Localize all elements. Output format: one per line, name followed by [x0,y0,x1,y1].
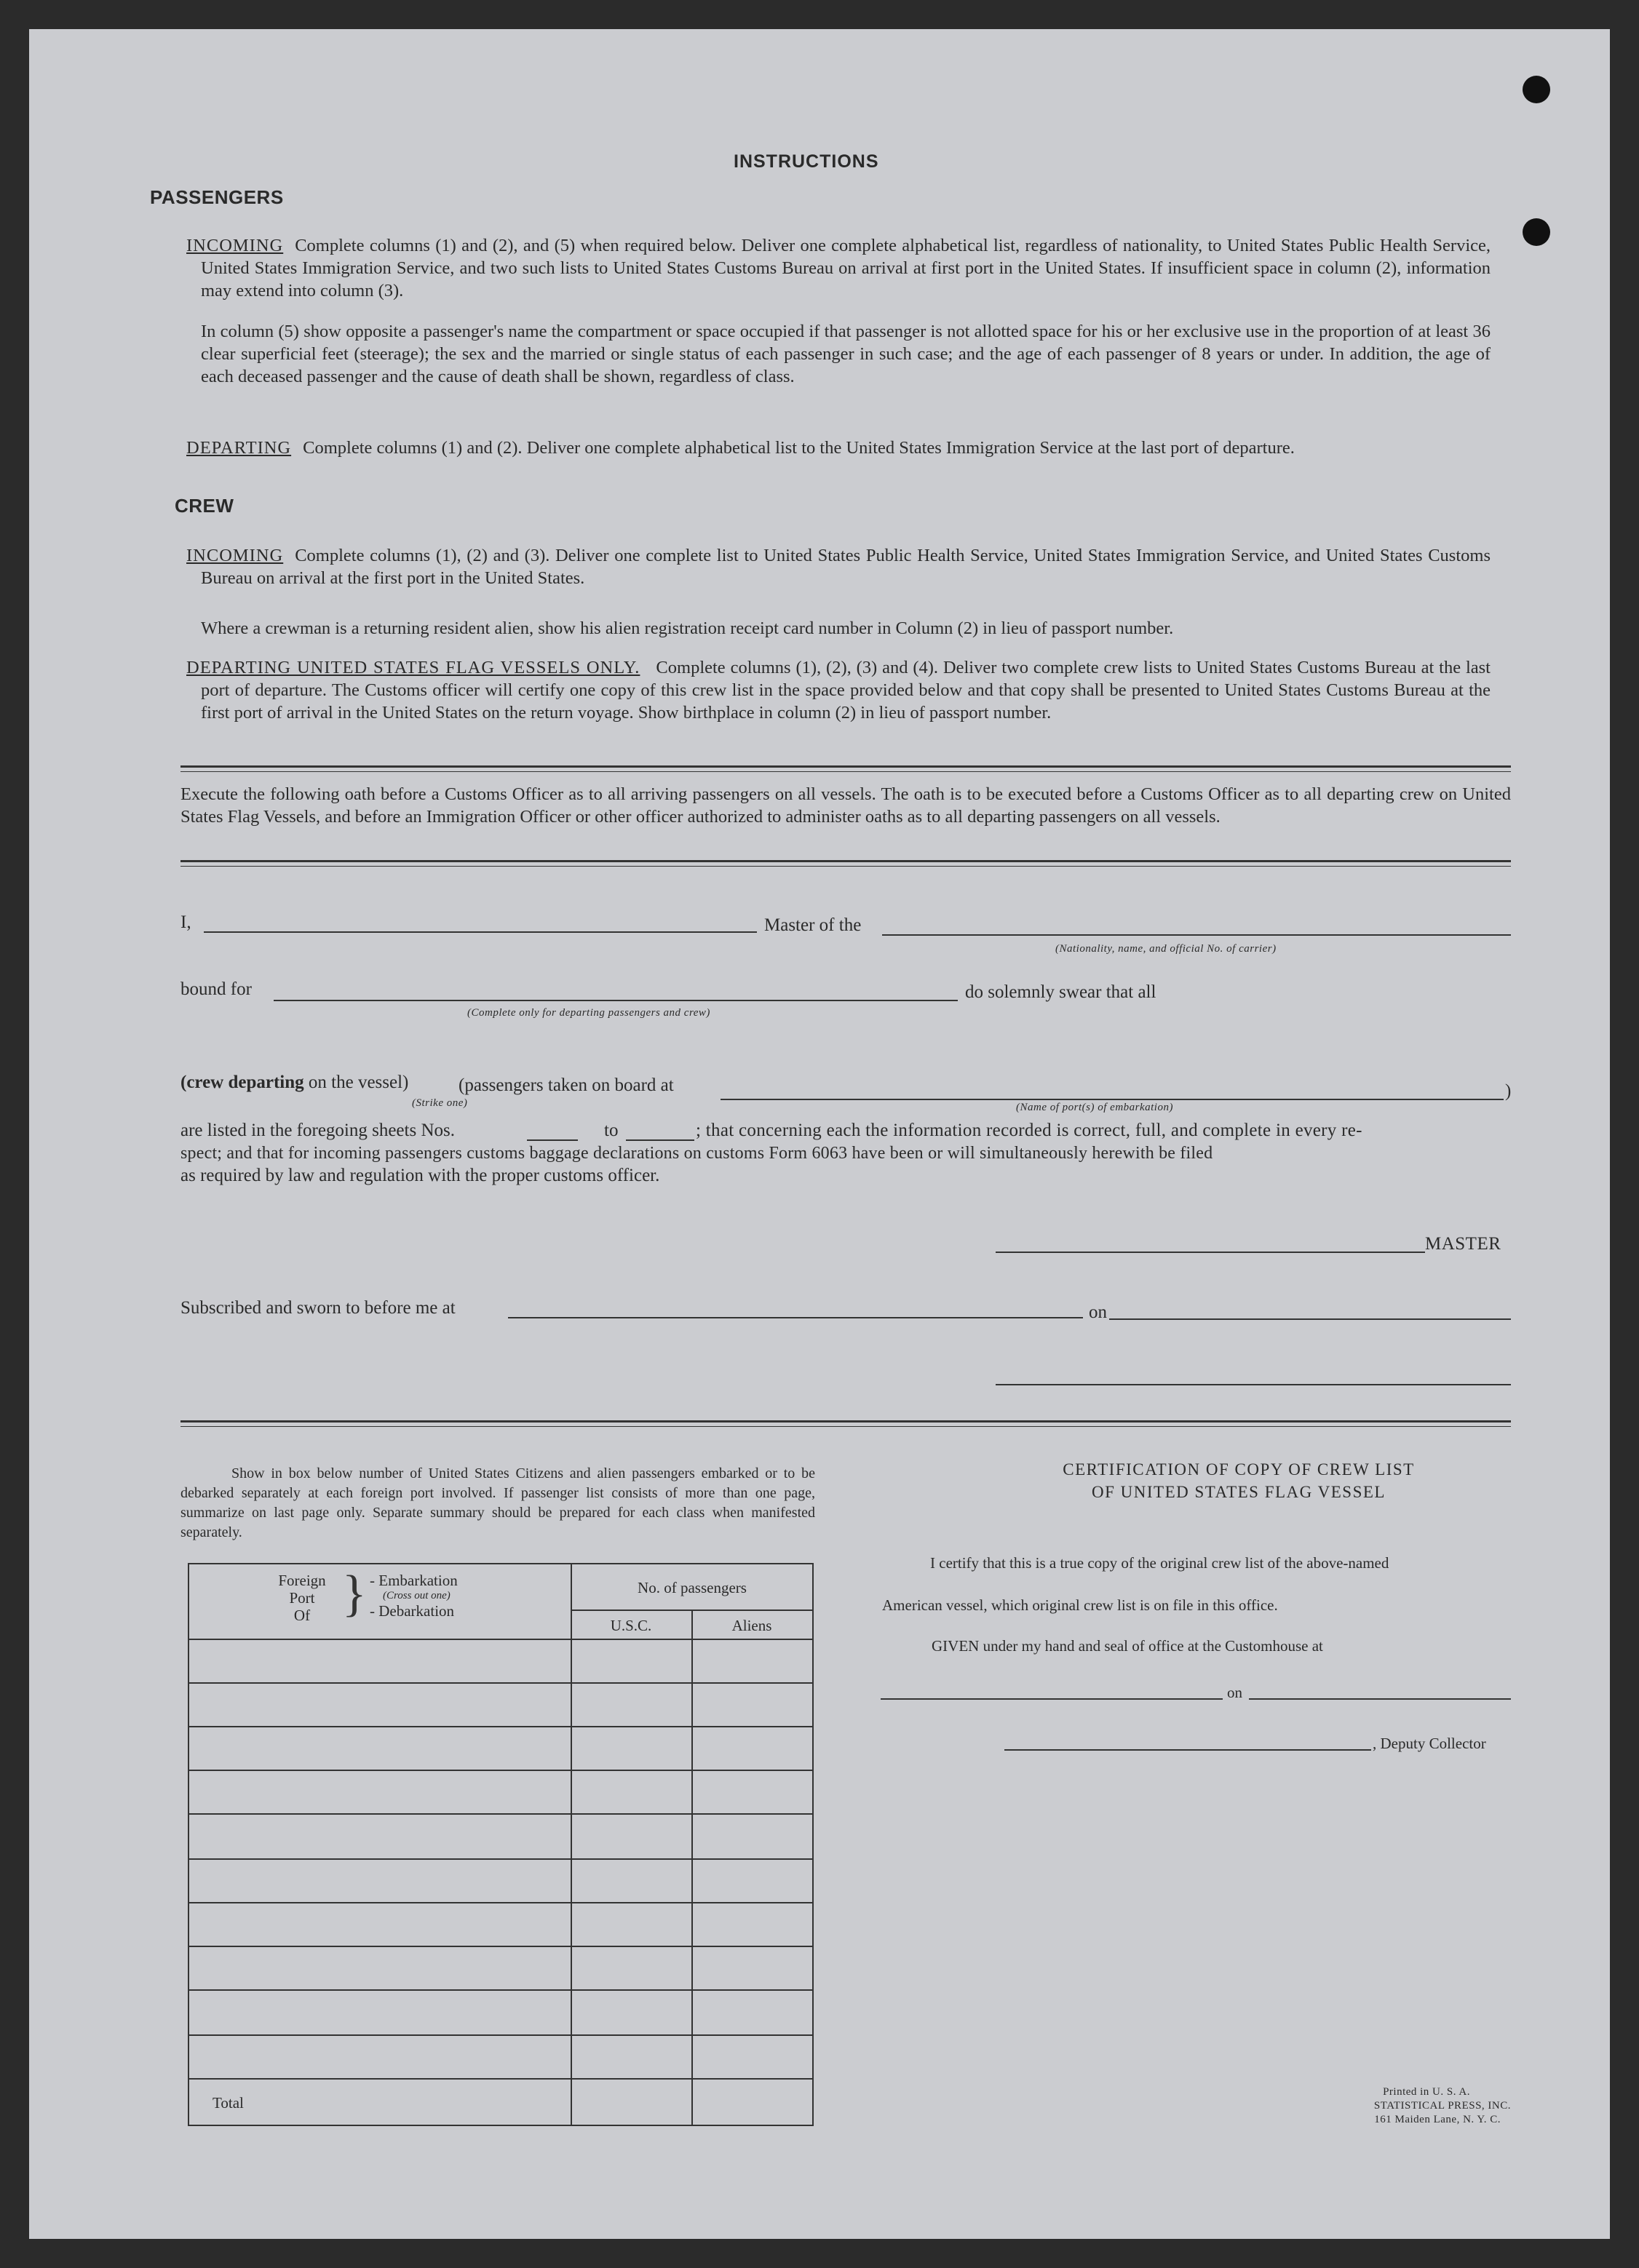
subscribed-date-field[interactable] [1109,1318,1511,1320]
subscribed-on-label: on [1089,1302,1107,1322]
listed-text-part2: ; that concerning each the information recorded is correct, full, and complete in every re- [696,1121,1362,1140]
printer-imprint [1266,2085,1511,2127]
passengers-incoming-label: INCOMING [186,236,284,255]
crew-departing-text: Complete columns (1), (2), (3) and (4). Deliver two complete crew lists to United States Customs Bureau at the last port of departure. The Customs officer will certify one copy of this crew list in the space provided below and that copy shall be presented to United States Customs Bureau at the first port of arrival in the United States on the return voyage. Show birthplace in column (2) in lieu of passport number. [201,658,1491,723]
table-col-divider-1 [571,1564,572,2125]
ports-field[interactable] [721,1099,1504,1100]
master-signature-label: MASTER [1425,1234,1501,1254]
passengers-incoming-text: Complete columns (1) and (2), and (5) when required below. Deliver one complete alphabetical list, regardless of nationality, to United States Public Health Service, United States Immigration Service, and two such lists to United States Customs Bureau on arrival at first port in the United States. If insufficient space in column (2), information may extend into column (3). [201,236,1491,301]
foreign-port-label [262,1572,342,1624]
oath-instructions: Execute the following oath before a Customs Officer as to all arriving passengers on all vessels. The oath is to be executed before a Customs Officer as to all departing crew on United States Flag Vessels, and before an Immigration Officer or other officer authorized to administer oaths as to all departing passengers on all vessels. [180,784,1511,827]
passengers-incoming-paragraph [186,234,1491,302]
officer-signature-field[interactable] [996,1384,1511,1385]
embarkation-option[interactable]: - Embarkation [370,1572,458,1589]
crew-incoming-paragraph [186,544,1491,589]
table-row-line-2 [189,1726,812,1727]
deputy-collector-signature-field[interactable] [1004,1749,1371,1751]
summary-instructions: Show in box below number of United States Citizens and alien passengers embarked or to be debarked separately at each foreign port involved. If passenger list consists of more than one page, summarize on last page only. Separate summary should be prepared for each class when manifested separately. [180,1465,815,1540]
on-the-vessel-text: on the vessel) [308,1073,409,1092]
passengers-departing-paragraph [186,437,1491,459]
embark-options [370,1572,458,1620]
sheet-to-field[interactable] [626,1139,694,1141]
table-header-bottom [189,1639,812,1640]
form-page [29,29,1610,2239]
table-col-divider-2 [691,1611,693,2125]
brace-icon: } [342,1566,367,1622]
passengers-column5-paragraph: In column (5) show opposite a passenger's name the compartment or space occupied if that passenger is not allotted space for his or her exclusive use in the proportion of at least 36 clear superficial feet (steerage); the sex and the married or single status of each passenger in such case; and the age of each passenger of 8 years or under. In addition, the age of each deceased passenger and the cause of death shall be shown, regardless of class. [201,322,1491,386]
deputy-collector-label: , Deputy Collector [1373,1735,1486,1752]
of-label: Of [293,1607,311,1624]
passengers-departing-text: Complete columns (1) and (2). Deliver one complete alphabetical list to the United States Immigration Service at the last port of departure. [303,438,1295,458]
strike-caption: (Strike one) [412,1097,468,1109]
divider-top [180,765,1511,772]
carrier-field[interactable] [882,934,1511,936]
crew-departing-label: DEPARTING UNITED STATES FLAG VESSELS ONLY. [186,658,640,677]
customhouse-field[interactable] [881,1698,1223,1700]
divider-oath [180,860,1511,867]
punch-hole-middle [1523,218,1550,246]
certification-on-label: on [1227,1684,1242,1701]
close-paren: ) [1505,1081,1512,1101]
certification-title-line2: OF UNITED STATES FLAG VESSEL [1092,1483,1386,1501]
printer-line2: STATISTICAL PRESS, INC. [1373,2100,1511,2112]
cross-out-caption: (Cross out one) [383,1590,451,1601]
instructions-title: INSTRUCTIONS [734,151,879,172]
table-row-line-9 [189,2034,812,2036]
bound-for-field[interactable] [274,1000,958,1001]
aliens-header: Aliens [731,1617,772,1634]
usc-header: U.S.C. [610,1617,652,1634]
table-row-line-1 [189,1682,812,1684]
debarkation-option[interactable]: - Debarkation [370,1602,455,1620]
table-row-line-7 [189,1946,812,1947]
listed-text-line3: as required by law and regulation with the proper customs officer. [180,1166,660,1185]
listed-text-line2: spect; and that for incoming passengers customs baggage declarations on customs Form 6063 have been or will simultaneously herewith be filed [180,1144,1213,1163]
passengers-heading: PASSENGERS [150,186,284,208]
certification-title [955,1458,1523,1503]
crew-departing-paragraph [186,656,1491,724]
subscribed-label: Subscribed and sworn to before me at [180,1298,456,1318]
divider-bottom [180,1420,1511,1427]
certify-line2: American vessel, which original crew list is on file in this office. [882,1596,1278,1614]
certification-date-field[interactable] [1249,1698,1511,1700]
listed-to-label: to [604,1121,619,1140]
table-row-line-8 [189,1989,812,1991]
given-line: GIVEN under my hand and seal of office at the Customhouse at [932,1637,1323,1655]
crew-returning-paragraph: Where a crewman is a returning resident alien, show his alien registration receipt card number in Column (2) in lieu of passport number. [201,618,1174,638]
total-label: Total [213,2094,244,2112]
foreign-label: Foreign [278,1572,326,1589]
printer-line1: Printed in U. S. A. [1383,2086,1470,2098]
swear-text: do solemnly swear that all [965,982,1156,1002]
table-row-line-10 [189,2078,812,2080]
oath-i-label: I, [180,912,191,932]
certification-title-line1: CERTIFICATION OF COPY OF CREW LIST [1063,1460,1415,1479]
crew-departing-choice[interactable] [180,1073,408,1093]
table-row-line-6 [189,1902,812,1903]
table-row-line-4 [189,1813,812,1815]
listed-text-part1: are listed in the foregoing sheets Nos. [180,1121,455,1140]
crew-incoming-text: Complete columns (1), (2) and (3). Deliver one complete list to United States Public Health Service, United States Immigration Service, and United States Customs Bureau on arrival at the first port in the United States. [201,546,1491,588]
punch-hole-top [1523,76,1550,103]
passengers-departing-label: DEPARTING [186,438,292,458]
printer-line3: 161 Maiden Lane, N. Y. C. [1374,2114,1501,2125]
bound-for-label: bound for [180,979,252,999]
table-row-line-5 [189,1858,812,1860]
bound-for-caption: (Complete only for departing passengers and crew) [467,1007,710,1019]
passengers-taken-choice[interactable]: (passengers taken on board at [459,1075,674,1095]
master-name-field[interactable] [204,931,757,933]
ports-caption: (Name of port(s) of embarkation) [1016,1102,1173,1113]
crew-departing-strike: (crew departing [180,1073,304,1092]
summary-table [188,1563,814,2126]
table-subheader-line [571,1610,812,1611]
no-of-passengers-header: No. of passengers [638,1579,747,1596]
master-signature-field[interactable] [996,1252,1425,1253]
certify-line1: I certify that this is a true copy of the original crew list of the above-named [930,1554,1389,1572]
carrier-caption: (Nationality, name, and official No. of carrier) [1055,943,1277,955]
subscribed-place-field[interactable] [508,1317,1083,1318]
port-label: Port [289,1589,315,1607]
crew-incoming-label: INCOMING [186,546,284,565]
sheet-from-field[interactable] [527,1139,578,1141]
table-row-line-3 [189,1770,812,1771]
master-of-the-label: Master of the [764,915,862,935]
crew-heading: CREW [175,495,234,517]
